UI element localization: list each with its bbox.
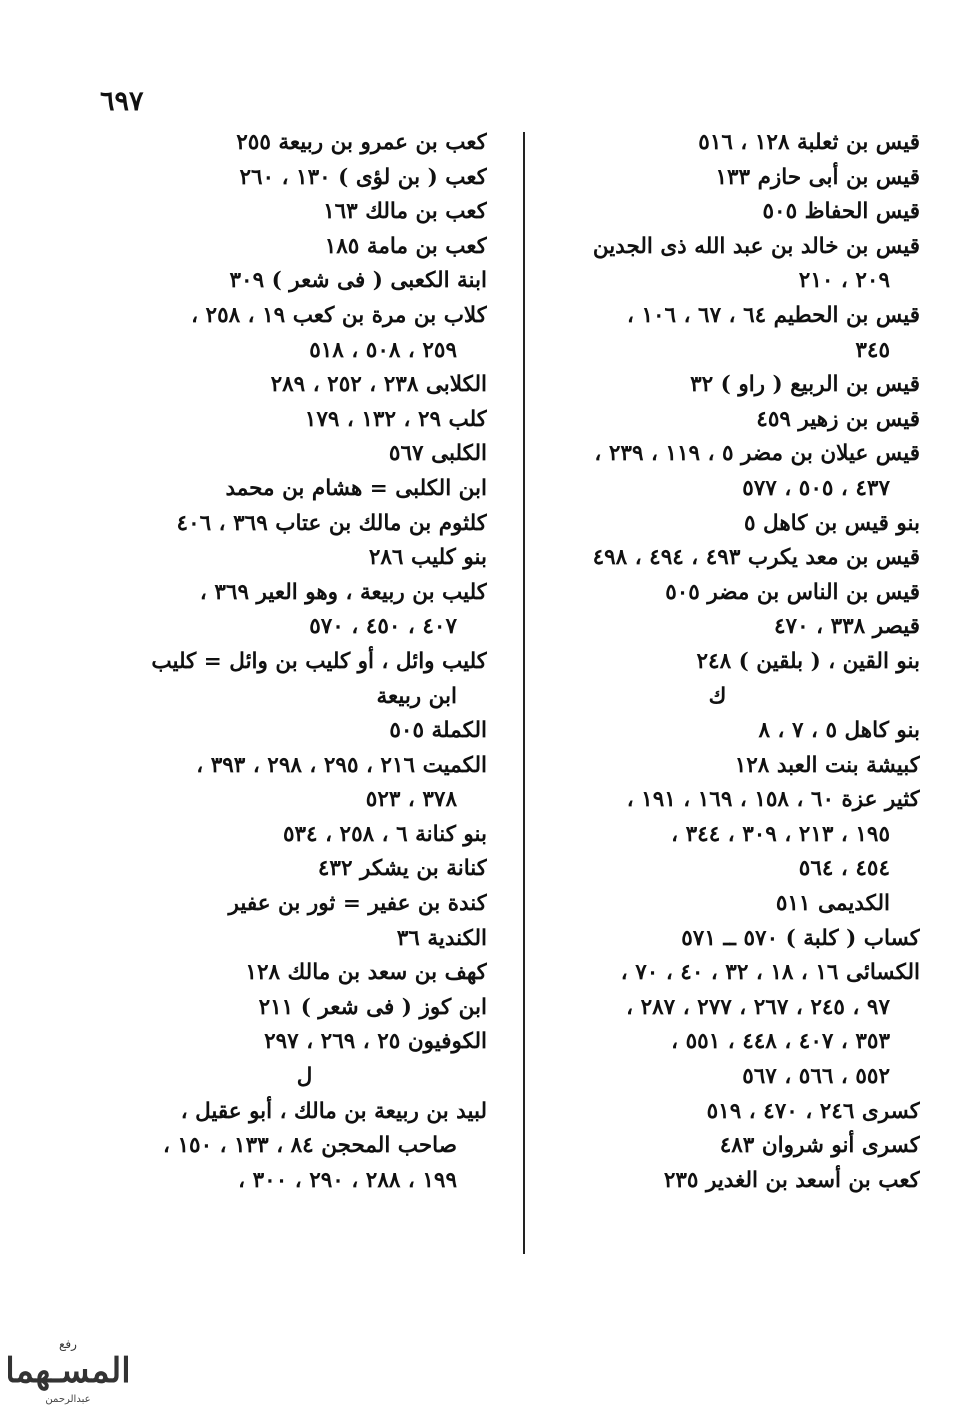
index-entry: ابنة الكعبى ( فى شعر ) ٣٠٩ <box>229 268 487 294</box>
index-entry: الكسائى ١٦ ، ١٨ ، ٣٢ ، ٤٠ ، ٧٠ ، <box>620 960 920 986</box>
index-entry: قيس بن الربيع ( راو ) ٣٢ <box>690 372 920 398</box>
index-entry: ابن الكلبى = هشام بن محمد <box>225 475 487 501</box>
index-entry: بنو كاهل ٥ ، ٧ ، ٨ <box>758 718 920 744</box>
index-entry: كلاب بن مرة بن كعب ١٩ ، ٢٥٨ ، <box>191 302 487 328</box>
index-entry: ٣٤٥ <box>855 337 890 363</box>
index-entry: ٣٧٨ ، ٥٢٣ <box>365 787 457 813</box>
index-entry: ٥٥٢ ، ٥٦٦ ، ٥٦٧ <box>742 1064 890 1090</box>
stamp-logo <box>8 1330 128 1412</box>
index-entry: ٢٥٩ ، ٥٠٨ ، ٥١٨ <box>309 337 457 363</box>
index-entry: ابن ربيعة <box>376 683 457 709</box>
index-entry: كعب بن مامة ١٨٥ <box>324 233 487 259</box>
index-entry: كعب بن أسعد بن الغدير ٢٣٥ <box>663 1167 920 1193</box>
index-entry: كعب بن مالك ١٦٣ <box>323 199 487 225</box>
index-entry: ١٩٩ ، ٢٨٨ ، ٢٩٠ ، ٣٠٠ ، <box>238 1167 457 1193</box>
index-entry: قيصر ٣٣٨ ، ٤٧٠ <box>774 614 920 640</box>
index-entry: قيس بن معد يكرب ٤٩٣ ، ٤٩٤ ، ٤٩٨ <box>592 545 920 571</box>
index-column-right <box>515 126 920 1198</box>
index-entry: الكميت ٢١٦ ، ٢٩٥ ، ٢٩٨ ، ٣٩٣ ، <box>196 752 487 778</box>
index-entry: الكندية ٣٦ <box>396 925 487 951</box>
index-entry: قيس بن ثعلبة ١٢٨ ، ٥١٦ <box>698 130 920 155</box>
index-entry: كسرى ٢٤٦ ، ٤٧٠ ، ٥١٩ <box>706 1098 920 1124</box>
index-entry: ٤٠٧ ، ٤٥٠ ، ٥٧٠ <box>309 614 457 640</box>
index-entry: كعب ( بن لؤى ) ١٣٠ ، ٢٦٠ <box>239 164 487 190</box>
section-letter: ك <box>708 683 727 709</box>
index-entry: ابن كوز ( فى شعر ) ٢١١ <box>258 994 487 1020</box>
index-entry: الكديمى ٥١١ <box>775 891 890 917</box>
index-entry: ٩٧ ، ٢٤٥ ، ٢٦٧ ، ٢٧٧ ، ٢٨٧ ، <box>626 994 890 1020</box>
index-entry: قيس بن خالد بن عبد الله ذى الجدين <box>592 233 920 259</box>
index-entry: كبيشة بنت العبد ١٢٨ <box>734 752 920 778</box>
index-entry: ١٩٥ ، ٢١٣ ، ٣٠٩ ، ٣٤٤ ، <box>671 821 890 847</box>
index-entry: قيس بن الناس بن مضر ٥٠٥ <box>665 579 920 605</box>
index-entry: ٤٣٧ ، ٥٠٥ ، ٥٧٧ <box>742 475 890 501</box>
index-entry: الكوفيون ٢٥ ، ٢٦٩ ، ٢٩٧ <box>264 1029 487 1055</box>
index-entry: قيس بن زهير ٤٥٩ <box>756 406 920 432</box>
index-entry: كلثوم بن مالك بن عتاب ٣٦٩ ، ٤٠٦ <box>176 510 487 536</box>
index-entry: صاحب المحجن ٨٤ ، ١٣٣ ، ١٥٠ ، <box>163 1133 457 1159</box>
index-entry: الكملة ٥٠٥ <box>389 718 487 744</box>
index-entry: كندة بن عفير = ثور بن عفير <box>228 891 487 917</box>
index-entry: قيس عيلان بن مضر ٥ ، ١١٩ ، ٢٣٩ ، <box>594 441 920 467</box>
index-entry: كلب ٢٩ ، ١٣٢ ، ١٧٩ <box>304 406 487 432</box>
index-entry: كساب ( كلبة ) ٥٧٠ ــ ٥٧١ <box>681 925 920 951</box>
index-entry: كنانة بن يشكر ٤٣٢ <box>317 856 487 882</box>
index-entry: كعب بن عمرو بن ربيعة ٢٥٥ <box>236 130 487 155</box>
index-entry: قيس بن الحطيم ٦٤ ، ٦٧ ، ١٠٦ ، <box>627 302 920 328</box>
index-entry: بنو كنانة ٦ ، ٢٥٨ ، ٥٣٤ <box>282 821 487 847</box>
index-entry: ٤٥٤ ، ٥٦٤ <box>798 856 890 882</box>
stamp-sub-text: عبدالرحمن <box>45 1394 91 1405</box>
index-entry: كثير عزة ٦٠ ، ١٥٨ ، ١٦٩ ، ١٩١ ، <box>626 787 920 813</box>
index-entry: قيس بن أبى حازم ١٣٣ <box>715 164 920 190</box>
library-stamp <box>8 1330 128 1412</box>
index-entry: الكلبى ٥٦٧ <box>388 441 487 467</box>
index-entry: ٢٠٩ ، ٢١٠ <box>798 268 890 294</box>
index-entry: كليب وائل ، أو كليب بن وائل = كليب <box>151 648 487 674</box>
index-entry: لبيد بن ربيعة بن مالك ، أبو عقيل ، <box>180 1098 487 1124</box>
index-entry: بنو قيس بن كاهل ٥ <box>743 510 920 536</box>
index-column-left <box>122 126 487 1198</box>
column-divider <box>523 132 525 1254</box>
index-entry: بنو كليب ٢٨٦ <box>368 545 487 571</box>
index-entry: كسرى أنو شروان ٤٨٣ <box>719 1133 920 1159</box>
index-entry: بنو القين ، ( بلقين ) ٢٤٨ <box>696 648 920 674</box>
index-entry: كهف بن سعد بن مالك ١٢٨ <box>245 960 487 986</box>
index-entry: ٣٥٣ ، ٤٠٧ ، ٤٤٨ ، ٥٥١ ، <box>671 1029 890 1055</box>
index-entry: قيس الحفاظ ٥٠٥ <box>762 199 920 225</box>
stamp-main-text: المسـ‍هما <box>8 1351 128 1391</box>
stamp-small-text: رفع <box>59 1337 77 1351</box>
index-entry: كليب بن ربيعة ، وهو العير ٣٦٩ ، <box>199 579 487 605</box>
index-entry: الكلابى ٢٣٨ ، ٢٥٢ ، ٢٨٩ <box>270 372 487 398</box>
section-letter: ل <box>296 1064 313 1090</box>
page-number: ٦٩٧ <box>100 86 144 117</box>
